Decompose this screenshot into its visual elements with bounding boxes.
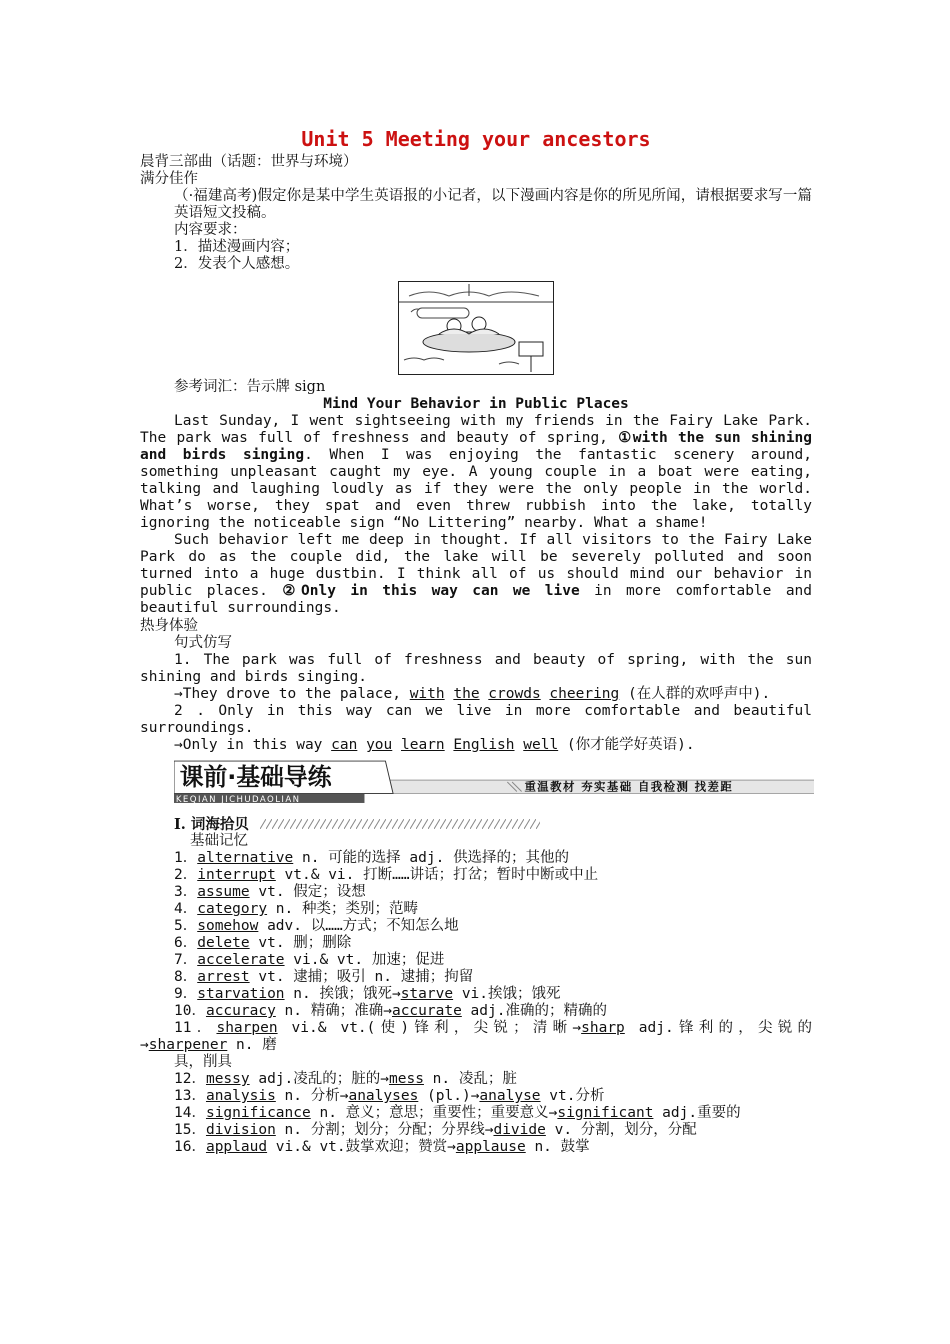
s1-answer-suffix: (在人群的欢呼声中).	[619, 686, 771, 702]
vocab-item: 16．applaud vi.& vt.鼓掌欢迎；赞赏→applause n. 鼓掌	[174, 1139, 590, 1155]
part-1-subheading: 基础记忆	[190, 833, 248, 849]
sentence-1: 1. The park was full of freshness and beauty of spring, with the sun shining and birds singing.	[140, 652, 812, 685]
vocab-item: 8．arrest vt. 逮捕；吸引 n. 逮捕；拘留	[174, 969, 474, 985]
vocab-item: 2．interrupt vt.& vi. 打断……讲话；打岔；暂时中断或中止	[174, 867, 599, 883]
vocab-item: 14．significance n. 意义；意思；重要性；重要意义→significant adj.重要的	[174, 1105, 741, 1121]
essay-p1-text-a: Last Sunday, I went sightseeing with my friends in the Fairy Lake Park. The park was full of freshness and beauty of spring,	[140, 413, 812, 446]
unit-title: Unit 5 Meeting your ancestors	[301, 127, 651, 151]
vocab-item: 9．starvation n. 挨饿；饿死→starve vi.挨饿；饿死	[174, 986, 561, 1002]
section-imitation: 句式仿写	[174, 635, 232, 651]
document-page	[140, 126, 812, 1156]
vocab-item: 6．delete vt. 删；删除	[174, 935, 352, 951]
s2-answer-word: can	[331, 737, 358, 753]
essay-p2-text-b: in more comfortable and beautiful surroundings.	[140, 583, 813, 616]
s2-answer-prefix: →Only in this way	[174, 737, 332, 753]
vocab-item: 7．accelerate vi.& vt. 加速；促进	[174, 952, 445, 968]
vocab-item: 13．analysis n. 分析→analyses (pl.)→analyse vt.分析	[174, 1088, 605, 1104]
cartoon-drawing	[399, 282, 553, 374]
s1-answer-prefix: →They drove to the palace,	[174, 686, 410, 702]
requirement-2: 2．发表个人感想。	[174, 256, 300, 272]
section-intro: 晨背三部曲（话题：世界与环境）	[140, 154, 358, 170]
banner-graphic	[174, 758, 814, 806]
vocab-item: 3．assume vt. 假定；设想	[174, 884, 366, 900]
writing-prompt: （·福建高考)假定你是某中学生英语报的小记者，以下漫画内容是你的所见所闻，请根据要求写一篇英语短文投稿。	[174, 188, 812, 221]
essay-p1-text-b: . When I was enjoying the fantastic scenery around, something unpleasant caught my eye. A young couple in a boat were eating, talking and laughing loudly as if they were the only people in the world. What’s worse, they spat and even threw rubbish into the lake, totally ignoring the noticeable sign “No Littering” nearby. What a shame!	[140, 447, 813, 531]
section-warmup: 热身体验	[140, 618, 198, 634]
banner-slogan: 重温教材 夯实基础 自我检测 找差距	[524, 779, 734, 794]
s2-answer-word: well	[523, 737, 559, 753]
s1-answer-word: cheering	[549, 686, 620, 702]
essay-paragraph-1	[140, 413, 812, 532]
s1-answer-word: the	[453, 686, 480, 702]
vocab-list	[140, 850, 812, 1156]
vocab-reference: 参考词汇：告示牌 sign	[174, 379, 326, 395]
requirement-1: 1．描述漫画内容；	[174, 239, 300, 255]
essay-title: Mind Your Behavior in Public Places	[323, 396, 629, 412]
vocab-item-continued: →sharpener n. 磨	[140, 1037, 277, 1053]
hatch-divider	[260, 819, 540, 829]
vocab-item: 4．category n. 种类；类别；范畴	[174, 901, 418, 917]
vocab-item: 12．messy adj.凌乱的；脏的→mess n. 凌乱；脏	[174, 1071, 517, 1087]
sentence-2-answer	[140, 737, 812, 754]
s2-answer-word: you	[366, 737, 393, 753]
vocab-item: 15．division n. 分割；划分；分配；分界线→divide v. 分割，划分，分配	[174, 1122, 697, 1138]
requirements-label: 内容要求：	[174, 222, 247, 238]
s2-answer-word: learn	[401, 737, 445, 753]
essay-p1-highlight: ①with the sun shining and birds singing	[140, 430, 813, 463]
sentence-1-answer	[140, 686, 812, 703]
sentence-2: 2 . Only in this way can we live in more comfortable and beautiful surroundings.	[140, 703, 812, 736]
vocab-item: 1．alternative n. 可能的选择 adj. 供选择的；其他的	[174, 850, 570, 866]
essay-paragraph-2	[140, 532, 812, 617]
essay-p2-highlight: ②Only in this way can we live	[282, 583, 580, 599]
vocab-item: 5．somehow adv. 以……方式；不知怎么地	[174, 918, 459, 934]
essay-p2-text-a: Such behavior left me deep in thought. If all visitors to the Fairy Lake Park do as the couple did, the lake will be severely polluted and soon turned into a huge dustbin. I think all of us should mind our behavior in public places.	[140, 532, 812, 599]
cartoon-image	[398, 281, 554, 375]
vocab-item: 10．accuracy n. 精确；准确→accurate adj.准确的；精确的	[174, 1003, 607, 1019]
s1-answer-word: with	[409, 686, 445, 702]
banner-main-text: 课前·基础导练	[179, 762, 332, 791]
section-writing: 满分佳作	[140, 171, 198, 187]
s1-answer-word: crowds	[488, 686, 541, 702]
vocab-item-continued: 具，削具	[174, 1054, 232, 1070]
vocab-item: 11．sharpen vi.& vt.(使)锋利，尖锐；清晰→sharp adj.锋利的，尖锐的	[174, 1020, 812, 1036]
part-1-label: I. 词海拾贝	[174, 816, 249, 833]
s2-answer-suffix: (你才能学好英语).	[558, 737, 695, 753]
s2-answer-word: English	[453, 737, 515, 753]
part-1-heading	[140, 816, 812, 833]
banner-pinyin: KEQIAN JICHUDAOLIAN	[175, 795, 301, 805]
section-banner	[174, 758, 846, 806]
